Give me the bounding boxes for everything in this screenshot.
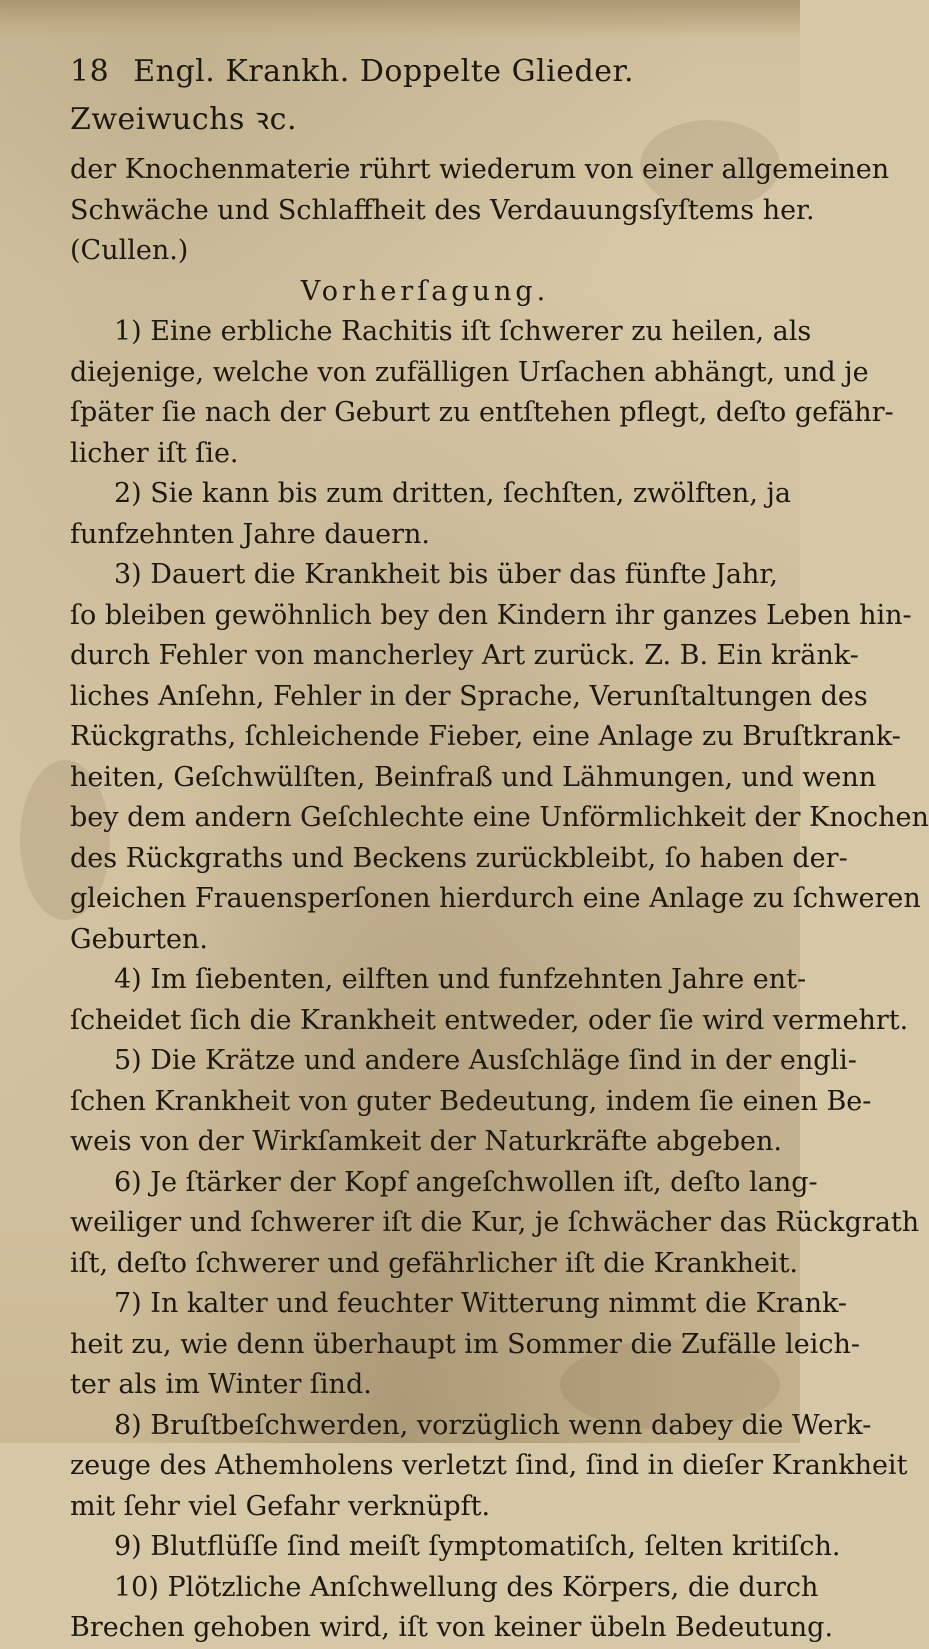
running-head: Engl. Krankh. Doppelte Glieder. Zweiwuchs ꝛc. (70, 54, 635, 137)
text-line: ſchen Krankheit von guter Bedeutung, indem ſie einen Be- (70, 1085, 872, 1117)
text-line: iſt, deſto ſchwerer und gefährlicher iſt die Krankheit. (70, 1247, 798, 1279)
text-line: ſcheidet ſich die Krankheit entweder, oder ſie wird vermehrt. (70, 1004, 909, 1036)
text-line: 8) Bruſtbeſchwerden, vorzüglich wenn dabey die Werk- (114, 1409, 872, 1441)
text-line: (Cullen.) (70, 235, 189, 266)
text-line: 6) Je ſtärker der Kopf angeſchwollen iſt, deſto lang- (114, 1166, 818, 1198)
text-line: weiliger und ſchwerer iſt die Kur, je ſchwächer das Rückgrath (70, 1207, 920, 1238)
text-line: 1) Eine erbliche Rachitis iſt ſchwerer zu heilen, als (114, 316, 812, 347)
text-line: gleichen Frauensperſonen hierdurch eine Anlage zu ſchweren (70, 883, 921, 914)
section-heading: Vorherſagung. (300, 275, 550, 307)
text-line: Geburten. (70, 923, 208, 955)
text-line: liches Anſehn, Fehler in der Sprache, Verunſtaltungen des (70, 680, 868, 712)
text-line: 4) Im ſiebenten, eilften und funfzehnten Jahre ent- (114, 964, 807, 995)
text-line: des Rückgraths und Beckens zurückbleibt, ſo haben der- (70, 842, 848, 874)
page-text (70, 48, 929, 1649)
text-line: mit ſehr viel Gefahr verknüpft. (70, 1490, 491, 1522)
text-line: Rückgraths, ſchleichende Fieber, eine Anlage zu Bruſtkrank- (70, 721, 901, 752)
text-line: Brechen gehoben wird, iſt von keiner übeln Bedeutung. (70, 1612, 834, 1643)
text-line: heiten, Geſchwülſten, Beinfraß und Lähmungen, und wenn (70, 761, 877, 793)
text-line: diejenige, welche von zufälligen Urſachen abhängt, und je (70, 356, 869, 388)
page-number: 18 (70, 54, 110, 89)
text-line: heit zu, wie denn überhaupt im Sommer die Zufälle leich- (70, 1328, 860, 1360)
text-line: der Knochenmaterie rührt wiederum von einer allgemeinen (70, 154, 890, 185)
text-line: funfzehnten Jahre dauern. (70, 518, 430, 550)
text-line: 2) Sie kann bis zum dritten, ſechſten, zwölften, ja (114, 478, 791, 509)
text-line: 3) Dauert die Krankheit bis über das fünfte Jahr, (114, 559, 778, 590)
page-header (70, 48, 770, 144)
text-line: durch Fehler von mancherley Art zurück. Z. B. Ein kränk- (70, 640, 859, 671)
text-line: 10) Plötzliche Anſchwellung des Körpers, die durch (114, 1571, 819, 1603)
text-line: weis von der Wirkſamkeit der Naturkräfte abgeben. (70, 1126, 782, 1157)
text-line: 5) Die Krätze und andere Ausſchläge ſind in der engli- (114, 1045, 857, 1076)
page-top-edge (0, 0, 800, 38)
text-line: licher iſt ſie. (70, 437, 239, 469)
text-line: Schwäche und Schlaffheit des Verdauungsſyſtems her. (70, 194, 815, 226)
text-line: ſo bleiben gewöhnlich bey den Kindern ihr ganzes Leben hin- (70, 599, 912, 631)
body-text (70, 150, 929, 1649)
text-line: 9) Blutflüſſe ſind meiſt ſymptomatiſch, ſelten kritiſch. (114, 1531, 841, 1562)
text-line: ter als im Winter ſind. (70, 1369, 372, 1400)
text-line: 7) In kalter und feuchter Witterung nimmt die Krank- (114, 1288, 848, 1319)
text-line: ſpäter ſie nach der Geburt zu entſtehen pflegt, deſto gefähr- (70, 397, 894, 428)
text-line: bey dem andern Geſchlechte eine Unförmlichkeit der Knochen (70, 802, 929, 833)
text-line: zeuge des Athemholens verletzt ſind, ſind in dieſer Krankheit (70, 1450, 908, 1481)
